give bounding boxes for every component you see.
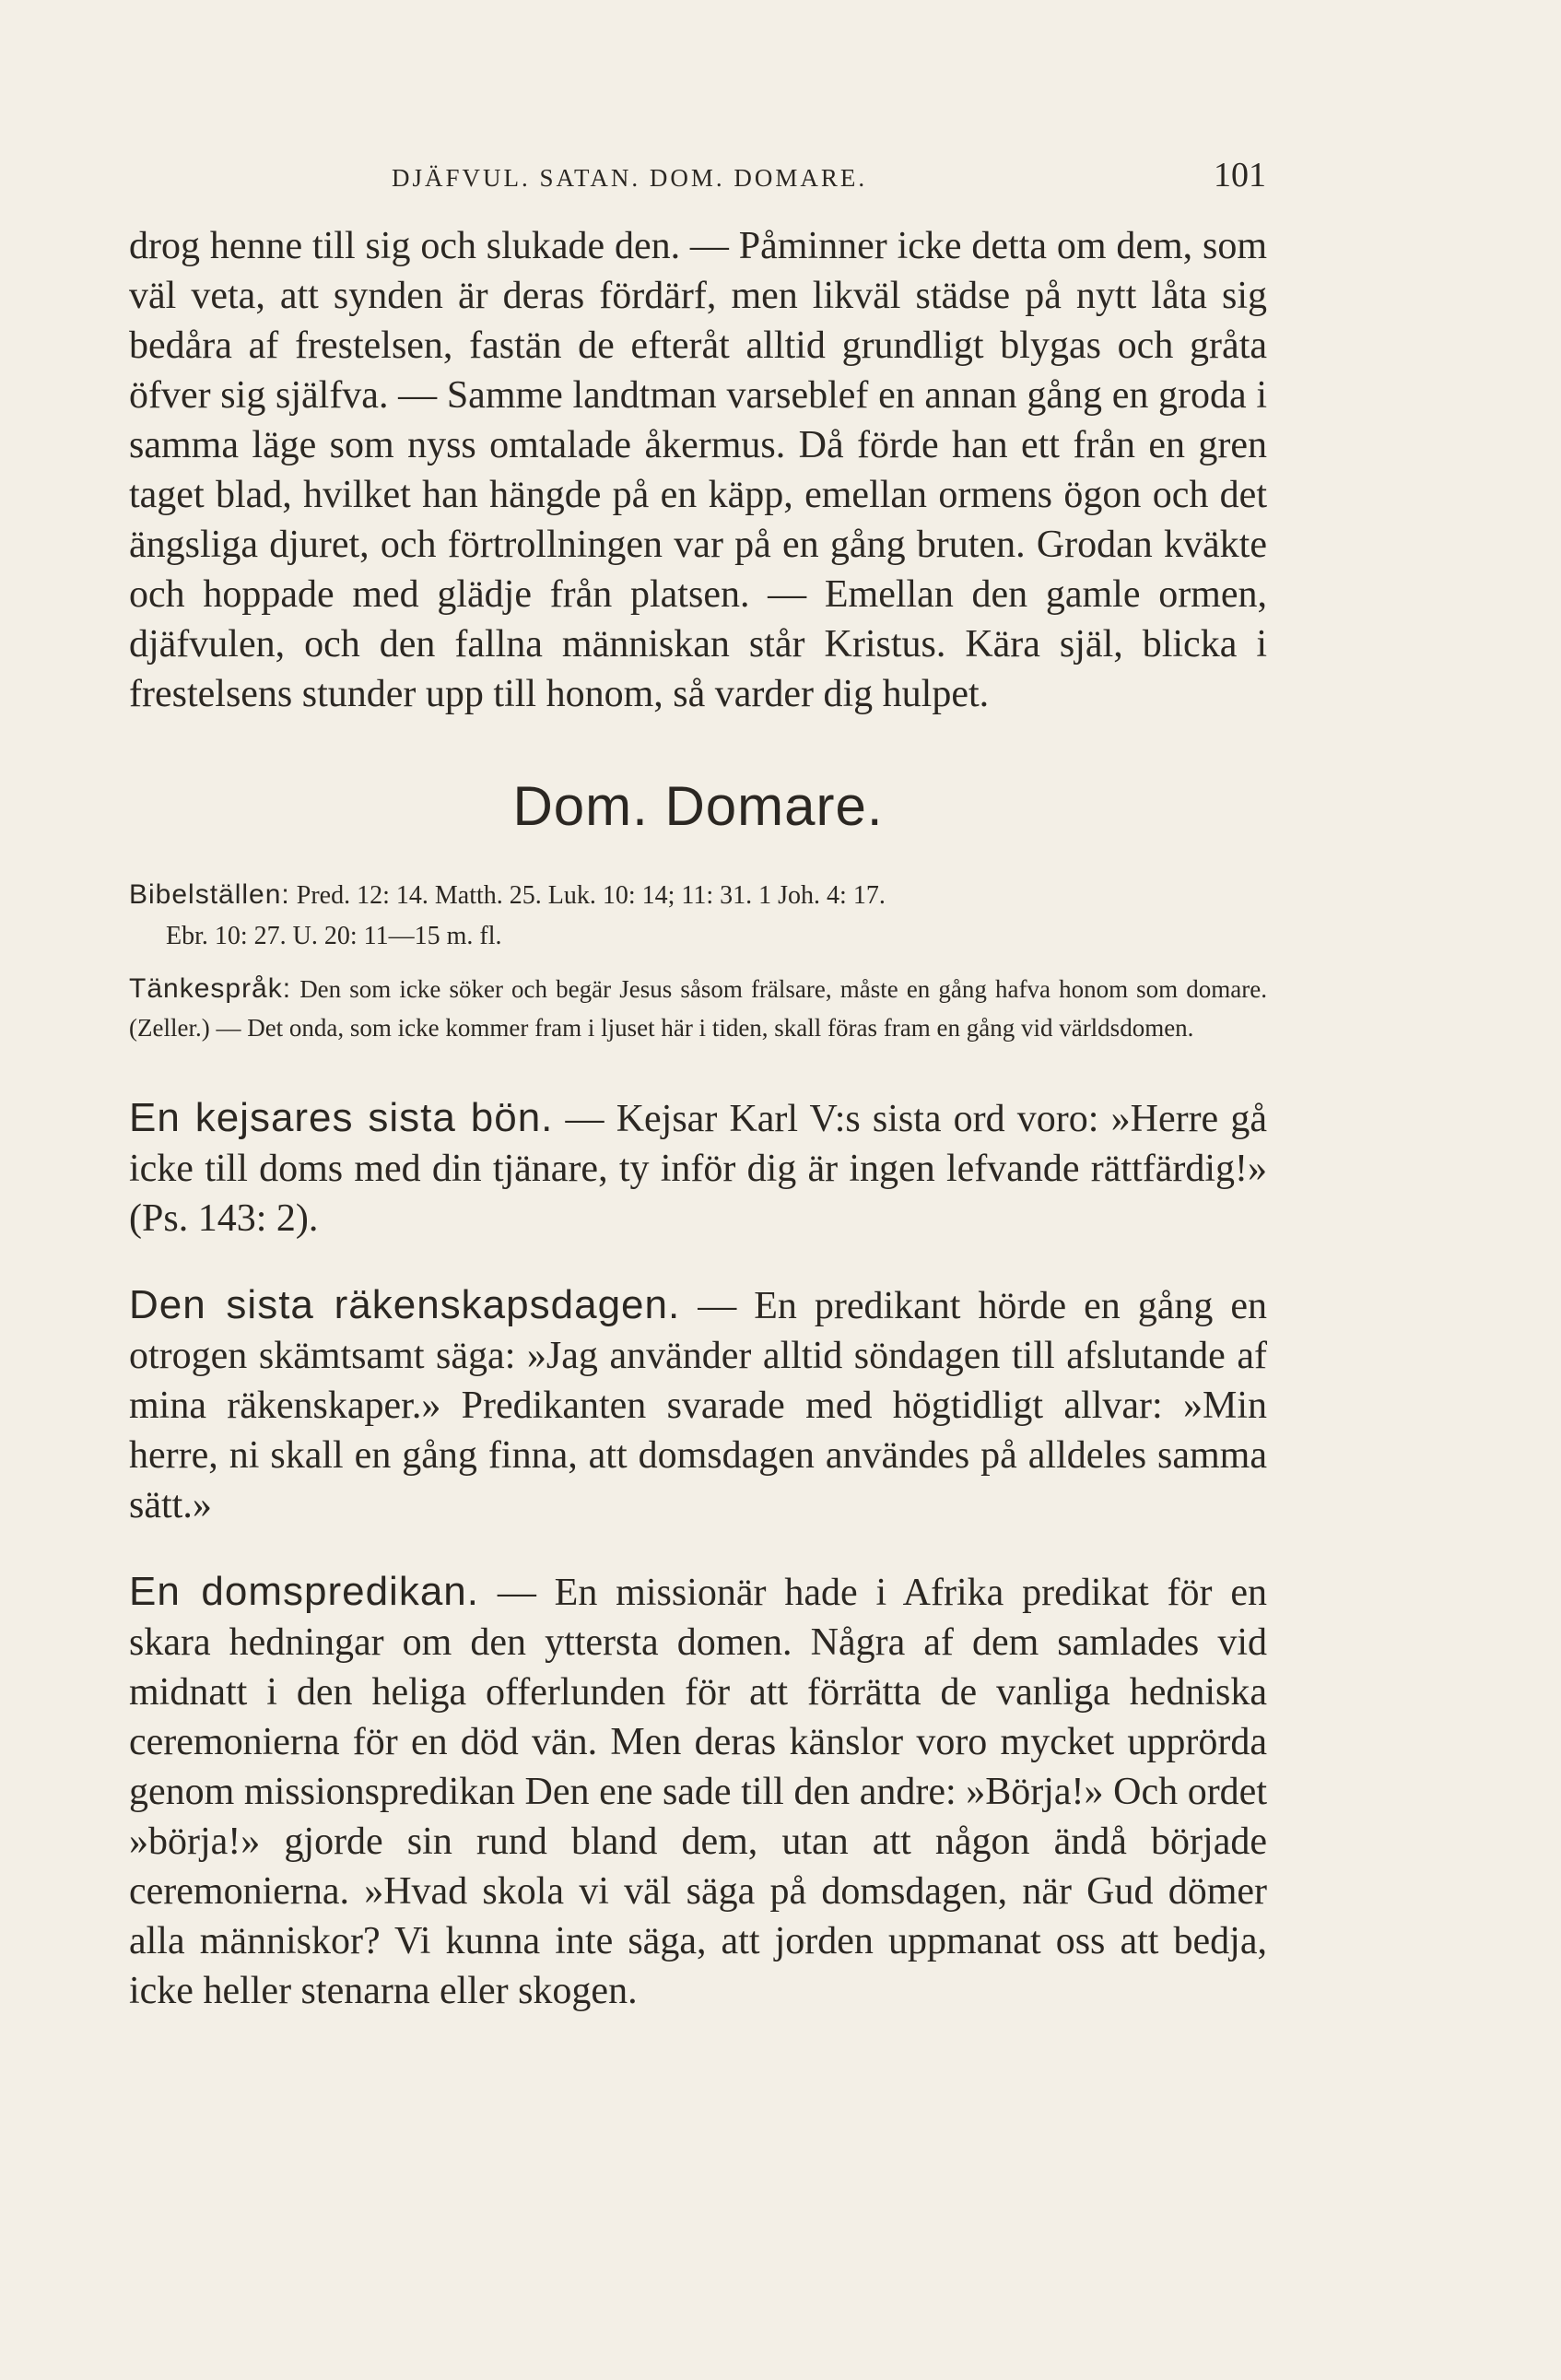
thoughts-text: Den som icke söker och begär Jesus såsom frälsare, måste en gång hafva honom som domare. (Zeller.) — Det onda, som icke kommer fram i ljuset här i tiden, skall föras fram en gång vid världsdomen. [129,975,1267,1042]
entry-kejsare [129,1093,1267,1243]
page-number: 101 [1214,156,1266,194]
entry-heading: En kejsares sista bön. [129,1095,554,1140]
section-title: Dom. Domare. [512,775,884,837]
text-column [129,221,1267,2053]
running-title: DJÄFVUL. SATAN. DOM. DOMARE. [392,164,868,192]
entry-text: — En predikant hörde en gång en otrogen skämtsamt säga: »Jag använder alltid söndagen till afslutande af mina räkenskaper.» Predikanten svarade med högtidligt allvar: »Min herre, ni skall en gång finna, att domsdagen användes på alldeles samma sätt.» [129,1285,1267,1526]
bible-references-label: Bibelställen: [129,879,290,910]
entry-heading: En domspredikan. [129,1569,479,1614]
intro-paragraph: drog henne till sig och slukade den. — Påminner icke detta om dem, som väl veta, att synden är deras fördärf, men likväl städse på nytt låta sig bedåra af frestelsen, fastän de efteråt alltid grundligt blygas och gråta öfver sig själfva. — Samme landtman varseblef en annan gång en groda i samma läge som nyss omtalade åkermus. Då förde han ett från en gren taget blad, hvilket han hängde på en käpp, emellan ormens ögon och det ängsliga djuret, och förtrollningen var på en gång bruten. Grodan kväkte och hoppade med glädje från platsen. — Emellan den gamle ormen, djäfvulen, och den fallna människan står Kristus. Kära själ, blicka i frestelsens stunder upp till honom, så varder dig hulpet. [129,225,1267,715]
entry-heading: Den sista räkenskapsdagen. [129,1282,681,1327]
thoughts-label: Tänkespråk: [129,973,292,1004]
bible-references-line2: Ebr. 10: 27. U. 20: 11—15 m. fl. [166,922,502,950]
entry-domspredikan [129,1567,1267,2016]
thoughts-paragraph [129,970,1267,1047]
bible-references [129,875,1267,957]
running-head [129,155,1266,195]
entry-text: — Kejsar Karl V:s sista ord voro: »Herre gå icke till doms med din tjänare, ty inför dig är ingen lefvande rättfärdig!» (Ps. 143: 2). [129,1098,1267,1240]
bible-references-line1: Pred. 12: 14. Matth. 25. Luk. 10: 14; 11: 31. 1 Joh. 4: 17. [296,881,886,910]
entry-text: — En missionär hade i Afrika predikat för en skara hedningar om den yttersta domen. Några af dem samlades vid midnatt i den heliga offerlunden för att förrätta de vanliga hedniska ceremonierna för en död vän. Men deras känslor voro mycket upprörda genom missionspredikan Den ene sade till den andre: »Börja!» Och ordet »börja!» gjorde sin rund bland dem, utan att någon ändå började ceremonierna. »Hvad skola vi väl säga på domsdagen, när Gud dömer alla människor? Vi kunna inte säga, att jorden uppmanat oss att bedja, icke heller stenarna eller skogen. [129,1572,1267,2012]
entry-rakenskapsdagen [129,1280,1267,1530]
